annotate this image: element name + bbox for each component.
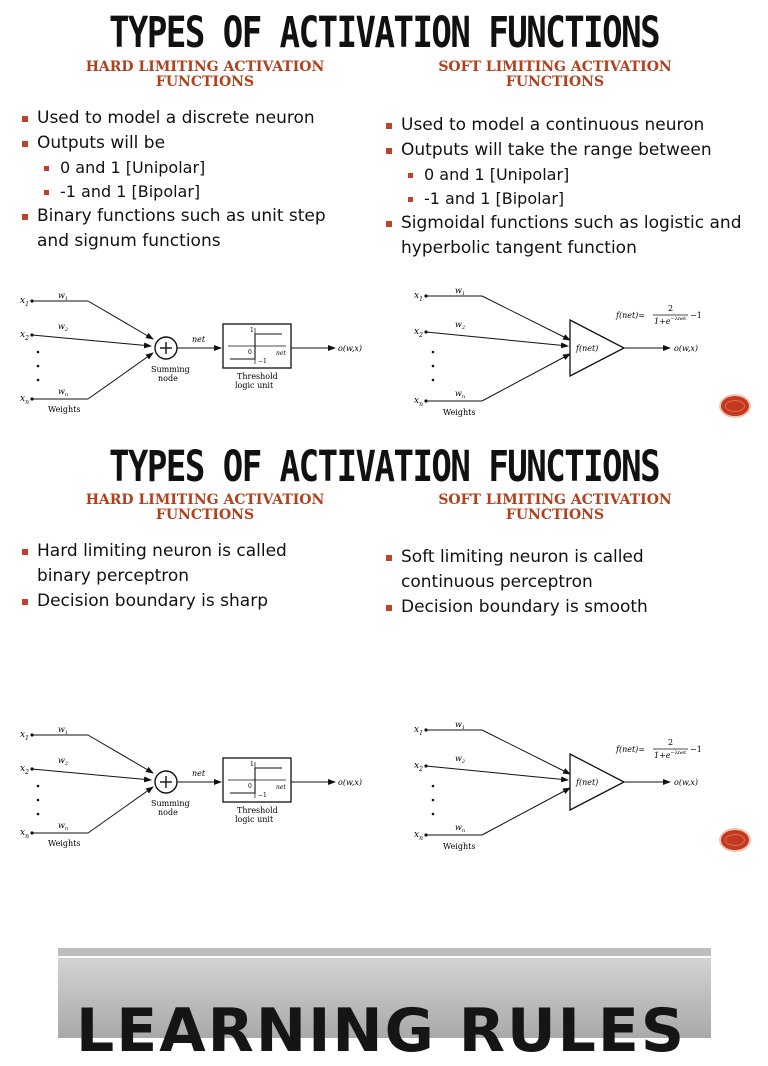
bullet-item: Outputs will take the range between [386, 138, 756, 163]
svg-text:w2: $w_2$ [58, 756, 69, 767]
heading-line: FUNCTIONS [505, 507, 605, 523]
svg-text:−1: −1 [258, 358, 267, 365]
weights-label: Weights [443, 408, 476, 417]
svg-text:1+e−λnet: $1+e^{-\lambda net}$ [654, 316, 687, 326]
svg-text:0: 0 [248, 349, 252, 356]
bullet-item: Used to model a discrete neuron [22, 106, 367, 131]
svg-text:Summingnode: Summing node [151, 799, 190, 817]
svg-text:x1: $x_1$ [20, 730, 29, 742]
svg-text:1+e−λnet: $1+e^{-\lambda net}$ [654, 750, 687, 760]
soft-bullet-list [386, 545, 746, 620]
bullet-item: Decision boundary is smooth [386, 595, 746, 620]
svg-text:0: 0 [248, 783, 252, 790]
input-x1-label: $x_1$ [20, 296, 29, 308]
svg-text:f(net)=: f(net)= [616, 745, 646, 754]
svg-text:w1: $w_1$ [455, 286, 466, 297]
svg-text:net: net [192, 769, 206, 778]
svg-text:Thresholdlogic unit: Threshold logic unit [235, 806, 278, 824]
bipolar-sigmoid-formula [615, 304, 702, 326]
weight-w1-label: $w_1$ [58, 291, 69, 302]
svg-text:w2: $w_2$ [455, 754, 466, 765]
hard-limiting-heading [55, 60, 355, 90]
heading-line: HARD LIMITING ACTIVATION [85, 492, 325, 508]
svg-text:f(net)=: f(net)= [616, 311, 646, 320]
bullet-item: Outputs will be [22, 131, 367, 156]
svg-text:net: net [276, 784, 286, 791]
output-label: o(w,x) [674, 344, 699, 353]
svg-text:w1: $w_1$ [455, 720, 466, 731]
svg-text:f(net): f(net) [576, 778, 599, 787]
hard-limiting-heading [55, 493, 355, 523]
svg-text:xn: $x_n$ [20, 828, 29, 840]
input-xn-label: $x_n$ [20, 394, 29, 406]
sub-bullet-item: -1 and 1 [Bipolar] [22, 180, 367, 204]
nav-button-icon[interactable] [721, 830, 749, 850]
svg-text:x1: $x_1$ [414, 291, 423, 303]
svg-text:o(w,x): o(w,x) [674, 778, 699, 787]
svg-text:2: 2 [668, 738, 674, 747]
slide-title: TYPES OF ACTIVATION FUNCTIONS [108, 442, 660, 492]
svg-text:−1: −1 [690, 311, 702, 320]
output-label: o(w,x) [338, 344, 363, 353]
net-label: net [192, 335, 206, 344]
nav-button-icon[interactable] [721, 396, 749, 416]
summing-node-label: Summing node [151, 365, 190, 383]
hard-neuron-diagram [18, 720, 363, 850]
banner-top-strip [58, 948, 711, 958]
slide-title: TYPES OF ACTIVATION FUNCTIONS [108, 8, 660, 58]
weight-w2-label: $w_2$ [58, 322, 69, 333]
svg-text:−1: −1 [690, 745, 702, 754]
svg-text:−1: −1 [258, 792, 267, 799]
svg-text:1: 1 [250, 327, 254, 334]
sub-bullet-item: 0 and 1 [Unipolar] [386, 163, 756, 187]
heading-line: FUNCTIONS [505, 74, 605, 90]
svg-text:x1: $x_1$ [414, 725, 423, 737]
svg-text:o(w,x): o(w,x) [338, 778, 363, 787]
hard-bullet-list [22, 106, 367, 254]
soft-bullet-list [386, 113, 756, 261]
svg-text:x2: $x_2$ [414, 761, 423, 773]
svg-text:w1: $w_1$ [58, 725, 69, 736]
slide-1 [0, 0, 768, 432]
svg-text:wn: $w_n$ [455, 823, 466, 834]
svg-text:w2: $w_2$ [455, 320, 466, 331]
svg-text:x2: $x_2$ [20, 764, 29, 776]
soft-neuron-diagram [412, 716, 712, 856]
heading-line: FUNCTIONS [155, 74, 255, 90]
svg-text:1: 1 [250, 761, 254, 768]
heading-line: SOFT LIMITING ACTIVATION [438, 59, 672, 75]
sub-bullet-item: 0 and 1 [Unipolar] [22, 156, 367, 180]
heading-line: FUNCTIONS [155, 507, 255, 523]
bullet-item: Decision boundary is sharp [22, 589, 352, 614]
fnet-label: f(net) [576, 344, 599, 353]
svg-text:net: net [276, 350, 286, 357]
weights-label: Weights [443, 842, 476, 851]
soft-limiting-heading [405, 60, 705, 90]
weights-label: Weights [48, 405, 81, 414]
threshold-unit-label: Threshold logic unit [235, 372, 278, 390]
next-slide-title: LEARNING RULES [76, 996, 687, 1066]
hard-neuron-diagram [18, 286, 363, 416]
heading-line: SOFT LIMITING ACTIVATION [438, 492, 672, 508]
weight-wn-label: $w_n$ [58, 387, 69, 398]
svg-text:xn: $x_n$ [414, 830, 423, 842]
svg-text:wn: $w_n$ [455, 389, 466, 400]
weights-label: Weights [48, 839, 81, 848]
bipolar-sigmoid-formula [615, 738, 702, 760]
sub-bullet-item: -1 and 1 [Bipolar] [386, 187, 756, 211]
svg-text:2: 2 [668, 304, 674, 313]
bullet-item: Sigmoidal functions such as logistic and hyperbolic tangent function [386, 211, 751, 261]
hard-bullet-list [22, 539, 352, 614]
input-x2-label: $x_2$ [20, 330, 29, 342]
svg-text:x2: $x_2$ [414, 327, 423, 339]
svg-text:xn: $x_n$ [414, 396, 423, 408]
soft-limiting-heading [405, 493, 705, 523]
bullet-item: Hard limiting neuron is called binary perceptron [22, 539, 337, 589]
bullet-item: Soft limiting neuron is called continuous perceptron [386, 545, 701, 595]
bullet-item: Used to model a continuous neuron [386, 113, 756, 138]
bullet-item: Binary functions such as unit step and signum functions [22, 204, 337, 254]
heading-line: HARD LIMITING ACTIVATION [85, 59, 325, 75]
soft-neuron-diagram [412, 282, 712, 422]
slide-2 [0, 434, 768, 866]
svg-text:wn: $w_n$ [58, 821, 69, 832]
